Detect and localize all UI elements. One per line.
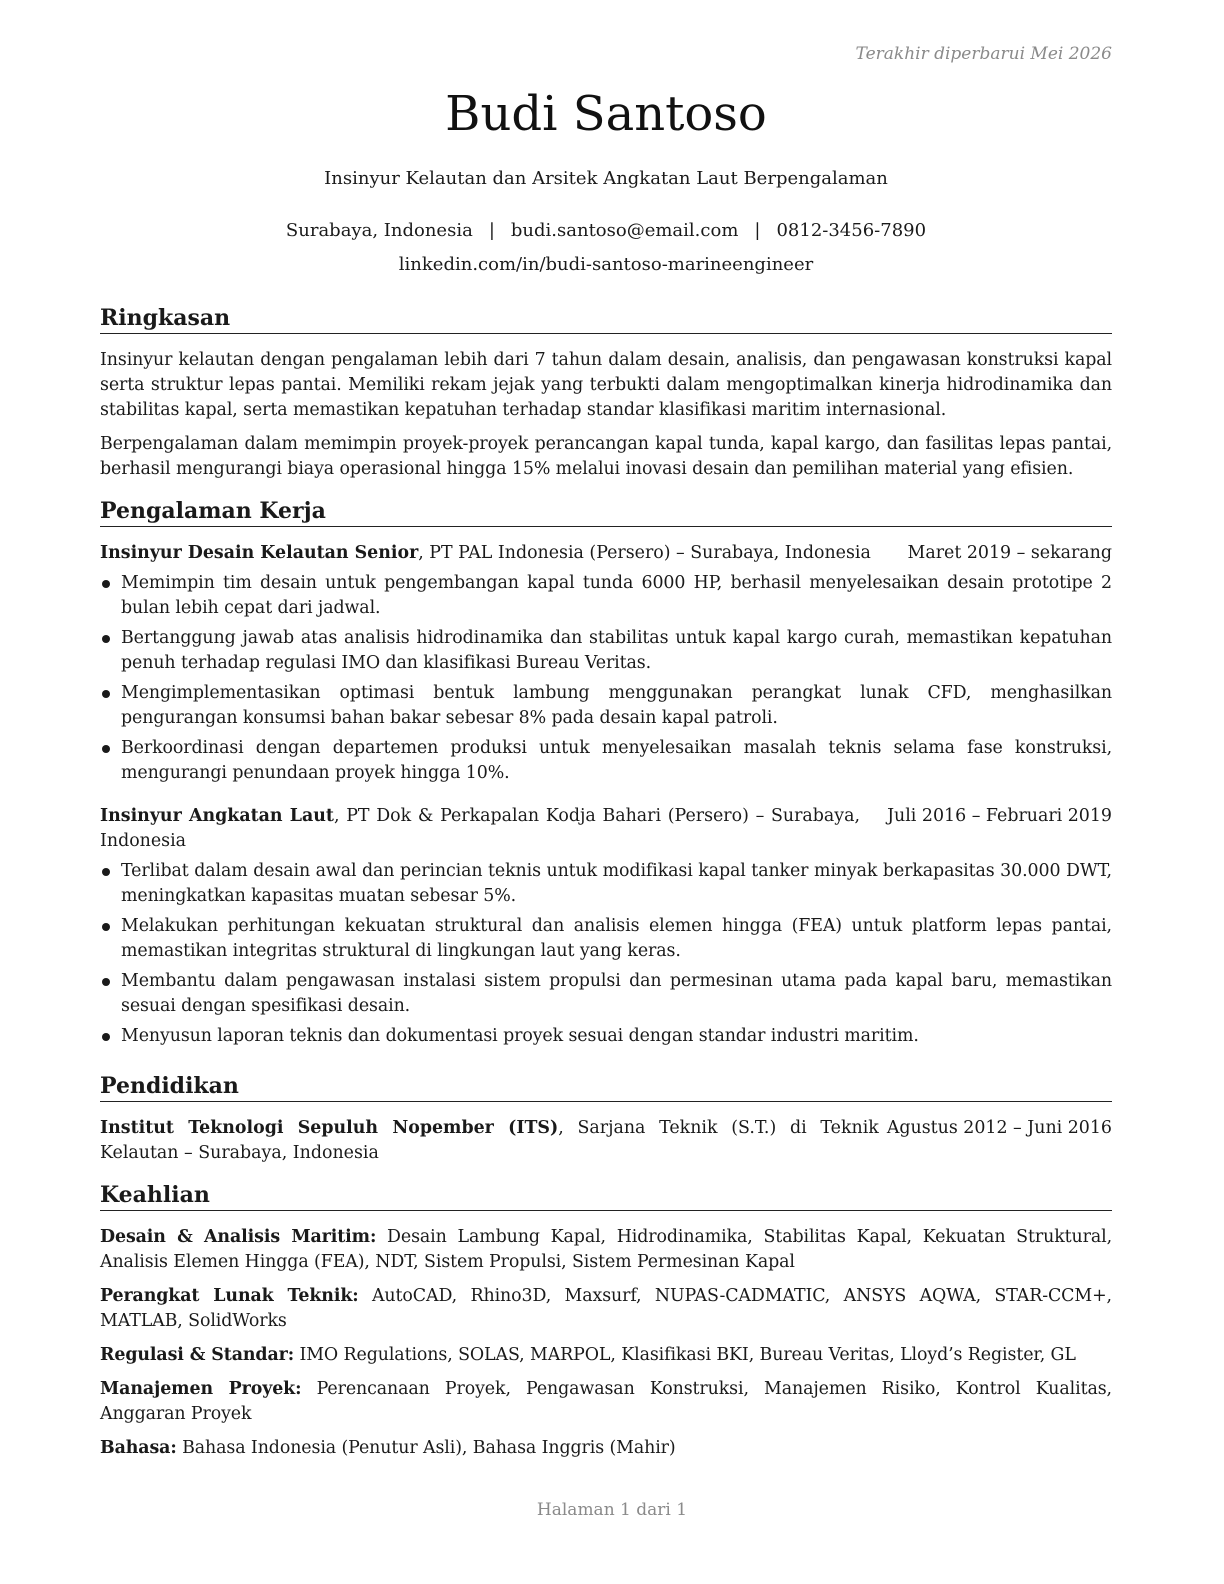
bullet-icon [102,690,110,698]
job-bullets [100,859,1112,1049]
list-item: Berkoordinasi dengan departemen produksi untuk menyelesaikan masalah teknis selama fase konstruksi, mengurangi penundaan proyek hingga 10%. [100,736,1112,786]
job-entry [100,804,1112,1049]
skill-row [100,1343,1112,1368]
bullet-icon [102,978,110,986]
skill-label: Manajemen Proyek: [100,1379,302,1399]
job-org: , PT Dok & Perkapalan Kodja Bahari (Persero) – Surabaya, Indonesia [100,806,860,851]
education-dates: Agustus 2012 – Juni 2016 [886,1118,1112,1138]
skill-value: Desain Lambung Kapal, Hidrodinamika, Stabilitas Kapal, Kekuatan Struktural, Analisis Elemen Hingga (FEA), NDT, Sistem Propulsi, Sistem Permesinan Kapal [100,1227,1112,1272]
job-role: Insinyur Angkatan Laut [100,806,334,826]
separator: | [488,220,495,241]
list-item: Melakukan perhitungan kekuatan struktural dan analisis elemen hingga (FEA) untuk platform lepas pantai, memastikan integritas struktural di lingkungan laut yang keras. [100,914,1112,964]
bullet-icon [102,1033,110,1041]
skill-row [100,1225,1112,1275]
job-header [100,541,1112,566]
summary-paragraph: Berpengalaman dalam memimpin proyek-proyek perancangan kapal tunda, kapal kargo, dan fasilitas lepas pantai, berhasil mengurangi biaya operasional hingga 15% melalui inovasi desain dan pemilihan material yang efisien. [100,434,1112,479]
location: Surabaya, Indonesia [285,220,473,241]
school-name: Institut Teknologi Sepuluh Nopember (ITS) [100,1118,559,1138]
summary-paragraph: Insinyur kelautan dengan pengalaman lebih dari 7 tahun dalam desain, analisis, dan pengawasan konstruksi kapal serta struktur lepas pantai. Memiliki rekam jejak yang terbukti dalam mengoptimalkan kinerja hidrodinamika dan stabilitas kapal, serta memastikan kepatuhan terhadap standar klasifikasi maritim internasional. [100,350,1112,420]
section-title-education: Pendidikan [100,1073,1112,1102]
skill-label: Desain & Analisis Maritim: [100,1227,377,1247]
section-title-experience: Pengalaman Kerja [100,498,1112,527]
education-section [100,1073,1112,1166]
education-entry [100,1116,1112,1166]
bullet-icon [102,635,110,643]
email[interactable]: budi.santoso@email.com [510,220,739,241]
job-bullets [100,571,1112,786]
phone: 0812-3456-7890 [776,220,927,241]
bullet-icon [102,923,110,931]
skill-label: Perangkat Lunak Teknik: [100,1286,359,1306]
list-item: Mengimplementasikan optimasi bentuk lambung menggunakan perangkat lunak CFD, menghasilkan pengurangan konsumsi bahan bakar sebesar 8% pada desain kapal patroli. [100,681,1112,731]
skill-label: Bahasa: [100,1438,177,1458]
skill-row [100,1284,1112,1334]
list-item: Membantu dalam pengawasan instalasi sistem propulsi dan permesinan utama pada kapal baru, memastikan sesuai dengan spesifikasi desain. [100,969,1112,1019]
contact-line [100,220,1112,241]
degree-detail: , Sarjana Teknik (S.T.) di Teknik Kelautan – Surabaya, Indonesia [100,1118,879,1163]
list-item: Terlibat dalam desain awal dan perincian teknis untuk modifikasi kapal tanker minyak berkapasitas 30.000 DWT, meningkatkan kapasitas muatan sebesar 5%. [100,859,1112,909]
section-title-summary: Ringkasan [100,305,1112,334]
bullet-icon [102,580,110,588]
separator: | [754,220,761,241]
section-title-skills: Keahlian [100,1182,1112,1211]
job-dates: Juli 2016 – Februari 2019 [887,806,1112,826]
skill-value: IMO Regulations, SOLAS, MARPOL, Klasifikasi BKI, Bureau Veritas, Lloyd’s Register, GL [294,1345,1076,1365]
summary-section [100,305,1112,482]
job-dates: Maret 2019 – sekarang [907,543,1112,563]
linkedin-link[interactable]: linkedin.com/in/budi-santoso-marineengineer [398,254,814,275]
skills-section [100,1182,1112,1461]
skill-row [100,1436,1112,1461]
experience-section [100,498,1112,1054]
page-number-footer: Halaman 1 dari 1 [536,1500,688,1520]
headline: Insinyur Kelautan dan Arsitek Angkatan Laut Berpengalaman [324,168,888,189]
list-item: Memimpin tim desain untuk pengembangan kapal tunda 6000 HP, berhasil menyelesaikan desain prototipe 2 bulan lebih cepat dari jadwal. [100,571,1112,621]
skill-value: AutoCAD, Rhino3D, Maxsurf, NUPAS-CADMATIC, ANSYS AQWA, STAR-CCM+, MATLAB, SolidWorks [100,1286,1112,1331]
bullet-icon [102,868,110,876]
skill-value: Perencanaan Proyek, Pengawasan Konstruksi, Manajemen Risiko, Kontrol Kualitas, Anggaran Proyek [100,1379,1112,1424]
list-item: Bertanggung jawab atas analisis hidrodinamika dan stabilitas untuk kapal kargo curah, memastikan kepatuhan penuh terhadap regulasi IMO dan klasifikasi Bureau Veritas. [100,626,1112,676]
skill-value: Bahasa Indonesia (Penutur Asli), Bahasa Inggris (Mahir) [176,1438,676,1458]
candidate-name: Budi Santoso [445,86,767,142]
skill-label: Regulasi & Standar: [100,1345,295,1365]
list-item: Menyusun laporan teknis dan dokumentasi proyek sesuai dengan standar industri maritim. [100,1024,1112,1049]
last-updated-note: Terakhir diperbarui Mei 2026 [855,44,1112,64]
job-header [100,804,1112,854]
job-org: , PT PAL Indonesia (Persero) – Surabaya, Indonesia [418,543,871,563]
job-entry [100,541,1112,786]
bullet-icon [102,745,110,753]
job-role: Insinyur Desain Kelautan Senior [100,543,419,563]
skill-row [100,1377,1112,1427]
